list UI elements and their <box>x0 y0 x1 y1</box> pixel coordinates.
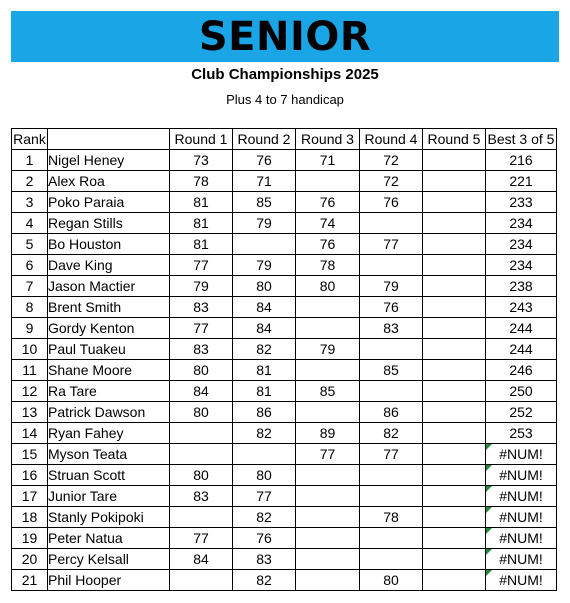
page-title: SENIOR <box>198 13 372 60</box>
round-3-cell[interactable] <box>296 549 360 570</box>
table-row <box>12 444 557 465</box>
round-3-cell[interactable] <box>296 486 360 507</box>
rank-cell[interactable]: 12 <box>12 381 48 402</box>
best-3-of-5-cell[interactable]: 221 <box>486 171 557 192</box>
round-3-cell[interactable]: 76 <box>296 234 360 255</box>
best-3-of-5-cell[interactable]: 246 <box>486 360 557 381</box>
round-3-cell[interactable] <box>296 171 360 192</box>
round-5-cell[interactable] <box>423 318 486 339</box>
round-2-cell[interactable]: 80 <box>233 465 296 486</box>
round-4-cell[interactable]: 77 <box>360 234 423 255</box>
rank-cell[interactable]: 11 <box>12 360 48 381</box>
player-name-cell[interactable]: Brent Smith <box>48 297 170 318</box>
handicap-note: Plus 4 to 7 handicap <box>226 92 344 107</box>
round-4-cell[interactable]: 86 <box>360 402 423 423</box>
round-5-cell[interactable] <box>423 360 486 381</box>
round-4-cell[interactable]: 76 <box>360 297 423 318</box>
player-name-cell[interactable]: Bo Houston <box>48 234 170 255</box>
round-1-cell[interactable]: 73 <box>170 150 233 171</box>
player-name-cell[interactable]: Alex Roa <box>48 171 170 192</box>
player-name-cell[interactable]: Shane Moore <box>48 360 170 381</box>
round-3-cell[interactable] <box>296 402 360 423</box>
round-2-cell[interactable]: 82 <box>233 507 296 528</box>
round-3-cell[interactable]: 89 <box>296 423 360 444</box>
player-name-cell[interactable]: Myson Teata <box>48 444 170 465</box>
round-2-cell[interactable] <box>233 234 296 255</box>
round-2-cell[interactable]: 79 <box>233 255 296 276</box>
header-round-2[interactable]: Round 2 <box>233 129 296 150</box>
rank-cell[interactable]: 17 <box>12 486 48 507</box>
round-2-cell[interactable] <box>233 444 296 465</box>
rank-cell[interactable]: 14 <box>12 423 48 444</box>
best-3-of-5-cell[interactable]: #NUM! <box>486 507 557 528</box>
round-3-cell[interactable]: 79 <box>296 339 360 360</box>
round-4-cell[interactable]: 80 <box>360 570 423 591</box>
rank-cell[interactable]: 16 <box>12 465 48 486</box>
best-3-of-5-cell[interactable]: #NUM! <box>486 486 557 507</box>
table-row <box>12 339 557 360</box>
round-5-cell[interactable] <box>423 381 486 402</box>
player-name-cell[interactable]: Dave King <box>48 255 170 276</box>
subtitle: Club Championships 2025 <box>191 66 379 83</box>
round-1-cell[interactable]: 84 <box>170 381 233 402</box>
round-4-cell[interactable] <box>360 339 423 360</box>
player-name-cell[interactable]: Gordy Kenton <box>48 318 170 339</box>
round-4-cell[interactable]: 85 <box>360 360 423 381</box>
round-1-cell[interactable]: 77 <box>170 528 233 549</box>
best-3-of-5-cell[interactable]: #NUM! <box>486 465 557 486</box>
table-row <box>12 150 557 171</box>
player-name-cell[interactable]: Patrick Dawson <box>48 402 170 423</box>
round-4-cell[interactable]: 79 <box>360 276 423 297</box>
round-2-cell[interactable]: 80 <box>233 276 296 297</box>
round-3-cell[interactable]: 71 <box>296 150 360 171</box>
header-best-3-of-5[interactable]: Best 3 of 5 <box>486 129 557 150</box>
round-1-cell[interactable]: 81 <box>170 234 233 255</box>
round-5-cell[interactable] <box>423 465 486 486</box>
best-3-of-5-cell[interactable]: 216 <box>486 150 557 171</box>
round-2-cell[interactable]: 84 <box>233 318 296 339</box>
round-4-cell[interactable] <box>360 381 423 402</box>
round-4-cell[interactable] <box>360 213 423 234</box>
table-row <box>12 507 557 528</box>
player-name-cell[interactable]: Peter Natua <box>48 528 170 549</box>
round-1-cell[interactable] <box>170 444 233 465</box>
round-1-cell[interactable]: 84 <box>170 549 233 570</box>
round-5-cell[interactable] <box>423 402 486 423</box>
round-5-cell[interactable] <box>423 192 486 213</box>
table-row <box>12 234 557 255</box>
round-3-cell[interactable] <box>296 297 360 318</box>
best-3-of-5-cell[interactable]: 238 <box>486 276 557 297</box>
round-4-cell[interactable]: 83 <box>360 318 423 339</box>
best-3-of-5-cell[interactable]: 244 <box>486 318 557 339</box>
round-1-cell[interactable]: 77 <box>170 255 233 276</box>
best-3-of-5-cell[interactable]: #NUM! <box>486 444 557 465</box>
best-3-of-5-cell[interactable]: 234 <box>486 255 557 276</box>
round-1-cell[interactable]: 77 <box>170 318 233 339</box>
player-name-cell[interactable]: Ryan Fahey <box>48 423 170 444</box>
round-3-cell[interactable] <box>296 507 360 528</box>
rank-cell[interactable]: 19 <box>12 528 48 549</box>
best-3-of-5-cell[interactable]: 244 <box>486 339 557 360</box>
round-2-cell[interactable]: 71 <box>233 171 296 192</box>
round-4-cell[interactable]: 78 <box>360 507 423 528</box>
round-5-cell[interactable] <box>423 423 486 444</box>
round-3-cell[interactable] <box>296 360 360 381</box>
round-3-cell[interactable] <box>296 570 360 591</box>
round-2-cell[interactable]: 79 <box>233 213 296 234</box>
round-1-cell[interactable]: 83 <box>170 297 233 318</box>
table-row <box>12 213 557 234</box>
rank-cell[interactable]: 15 <box>12 444 48 465</box>
best-3-of-5-cell[interactable]: 233 <box>486 192 557 213</box>
table-row <box>12 276 557 297</box>
round-1-cell[interactable]: 78 <box>170 171 233 192</box>
round-5-cell[interactable] <box>423 486 486 507</box>
round-4-cell[interactable] <box>360 255 423 276</box>
rank-cell[interactable]: 10 <box>12 339 48 360</box>
best-3-of-5-cell[interactable]: 234 <box>486 213 557 234</box>
header-name[interactable] <box>48 129 170 150</box>
round-3-cell[interactable]: 85 <box>296 381 360 402</box>
round-2-cell[interactable]: 85 <box>233 192 296 213</box>
round-3-cell[interactable] <box>296 318 360 339</box>
round-1-cell[interactable] <box>170 570 233 591</box>
round-1-cell[interactable]: 79 <box>170 276 233 297</box>
header-round-1[interactable]: Round 1 <box>170 129 233 150</box>
round-3-cell[interactable]: 77 <box>296 444 360 465</box>
round-1-cell[interactable]: 80 <box>170 402 233 423</box>
round-4-cell[interactable] <box>360 549 423 570</box>
round-5-cell[interactable] <box>423 444 486 465</box>
round-4-cell[interactable]: 72 <box>360 171 423 192</box>
player-name-cell[interactable]: Jason Mactier <box>48 276 170 297</box>
round-5-cell[interactable] <box>423 528 486 549</box>
round-2-cell[interactable]: 81 <box>233 381 296 402</box>
table-row <box>12 297 557 318</box>
round-1-cell[interactable]: 80 <box>170 465 233 486</box>
rank-cell[interactable]: 13 <box>12 402 48 423</box>
round-5-cell[interactable] <box>423 213 486 234</box>
player-name-cell[interactable]: Percy Kelsall <box>48 549 170 570</box>
round-2-cell[interactable]: 76 <box>233 150 296 171</box>
round-5-cell[interactable] <box>423 297 486 318</box>
table-row <box>12 381 557 402</box>
round-2-cell[interactable]: 86 <box>233 402 296 423</box>
round-1-cell[interactable]: 83 <box>170 486 233 507</box>
round-5-cell[interactable] <box>423 549 486 570</box>
player-name-cell[interactable]: Struan Scott <box>48 465 170 486</box>
header-row <box>12 129 557 150</box>
table-row <box>12 549 557 570</box>
table-row <box>12 486 557 507</box>
round-4-cell[interactable]: 77 <box>360 444 423 465</box>
player-name-cell[interactable]: Ra Tare <box>48 381 170 402</box>
best-3-of-5-cell[interactable]: 243 <box>486 297 557 318</box>
round-3-cell[interactable]: 78 <box>296 255 360 276</box>
rank-cell[interactable]: 2 <box>12 171 48 192</box>
round-1-cell[interactable]: 81 <box>170 213 233 234</box>
player-name-cell[interactable]: Regan Stills <box>48 213 170 234</box>
player-name-cell[interactable]: Junior Tare <box>48 486 170 507</box>
round-1-cell[interactable]: 83 <box>170 339 233 360</box>
round-2-cell[interactable]: 82 <box>233 570 296 591</box>
round-3-cell[interactable]: 74 <box>296 213 360 234</box>
table-row <box>12 192 557 213</box>
table-row <box>12 402 557 423</box>
table-row <box>12 255 557 276</box>
round-2-cell[interactable]: 82 <box>233 423 296 444</box>
round-4-cell[interactable]: 82 <box>360 423 423 444</box>
round-1-cell[interactable] <box>170 423 233 444</box>
round-2-cell[interactable]: 83 <box>233 549 296 570</box>
header-round-3[interactable]: Round 3 <box>296 129 360 150</box>
header-round-4[interactable]: Round 4 <box>360 129 423 150</box>
header-round-5[interactable]: Round 5 <box>423 129 486 150</box>
rank-cell[interactable]: 8 <box>12 297 48 318</box>
best-3-of-5-cell[interactable]: 253 <box>486 423 557 444</box>
best-3-of-5-cell[interactable]: 250 <box>486 381 557 402</box>
player-name-cell[interactable]: Paul Tuakeu <box>48 339 170 360</box>
rank-cell[interactable]: 7 <box>12 276 48 297</box>
rank-cell[interactable]: 20 <box>12 549 48 570</box>
best-3-of-5-cell[interactable]: 252 <box>486 402 557 423</box>
table-row <box>12 360 557 381</box>
round-5-cell[interactable] <box>423 339 486 360</box>
table-row <box>12 570 557 591</box>
round-2-cell[interactable]: 81 <box>233 360 296 381</box>
round-1-cell[interactable]: 80 <box>170 360 233 381</box>
results-table <box>11 128 557 591</box>
table-row <box>12 318 557 339</box>
round-4-cell[interactable] <box>360 486 423 507</box>
rank-cell[interactable]: 3 <box>12 192 48 213</box>
player-name-cell[interactable]: Nigel Heney <box>48 150 170 171</box>
table-row <box>12 423 557 444</box>
best-3-of-5-cell[interactable]: #NUM! <box>486 528 557 549</box>
round-2-cell[interactable]: 82 <box>233 339 296 360</box>
round-5-cell[interactable] <box>423 234 486 255</box>
rank-cell[interactable]: 6 <box>12 255 48 276</box>
player-name-cell[interactable]: Stanly Pokipoki <box>48 507 170 528</box>
table-row <box>12 171 557 192</box>
round-5-cell[interactable] <box>423 507 486 528</box>
best-3-of-5-cell[interactable]: #NUM! <box>486 549 557 570</box>
round-5-cell[interactable] <box>423 276 486 297</box>
table-row <box>12 465 557 486</box>
round-5-cell[interactable] <box>423 255 486 276</box>
player-name-cell[interactable]: Poko Paraia <box>48 192 170 213</box>
best-3-of-5-cell[interactable]: #NUM! <box>486 570 557 591</box>
round-2-cell[interactable]: 84 <box>233 297 296 318</box>
player-name-cell[interactable]: Phil Hooper <box>48 570 170 591</box>
round-4-cell[interactable] <box>360 465 423 486</box>
table-row <box>12 528 557 549</box>
round-3-cell[interactable]: 76 <box>296 192 360 213</box>
round-4-cell[interactable]: 72 <box>360 150 423 171</box>
round-4-cell[interactable]: 76 <box>360 192 423 213</box>
rank-cell[interactable]: 9 <box>12 318 48 339</box>
round-5-cell[interactable] <box>423 171 486 192</box>
header-rank[interactable]: Rank <box>12 129 48 150</box>
best-3-of-5-cell[interactable]: 234 <box>486 234 557 255</box>
round-5-cell[interactable] <box>423 150 486 171</box>
round-2-cell[interactable]: 77 <box>233 486 296 507</box>
round-1-cell[interactable] <box>170 507 233 528</box>
round-3-cell[interactable]: 80 <box>296 276 360 297</box>
rank-cell[interactable]: 21 <box>12 570 48 591</box>
round-3-cell[interactable] <box>296 528 360 549</box>
round-5-cell[interactable] <box>423 570 486 591</box>
rank-cell[interactable]: 18 <box>12 507 48 528</box>
round-3-cell[interactable] <box>296 465 360 486</box>
rank-cell[interactable]: 4 <box>12 213 48 234</box>
round-2-cell[interactable]: 76 <box>233 528 296 549</box>
rank-cell[interactable]: 1 <box>12 150 48 171</box>
round-4-cell[interactable] <box>360 528 423 549</box>
title-banner <box>11 11 559 62</box>
rank-cell[interactable]: 5 <box>12 234 48 255</box>
round-1-cell[interactable]: 81 <box>170 192 233 213</box>
